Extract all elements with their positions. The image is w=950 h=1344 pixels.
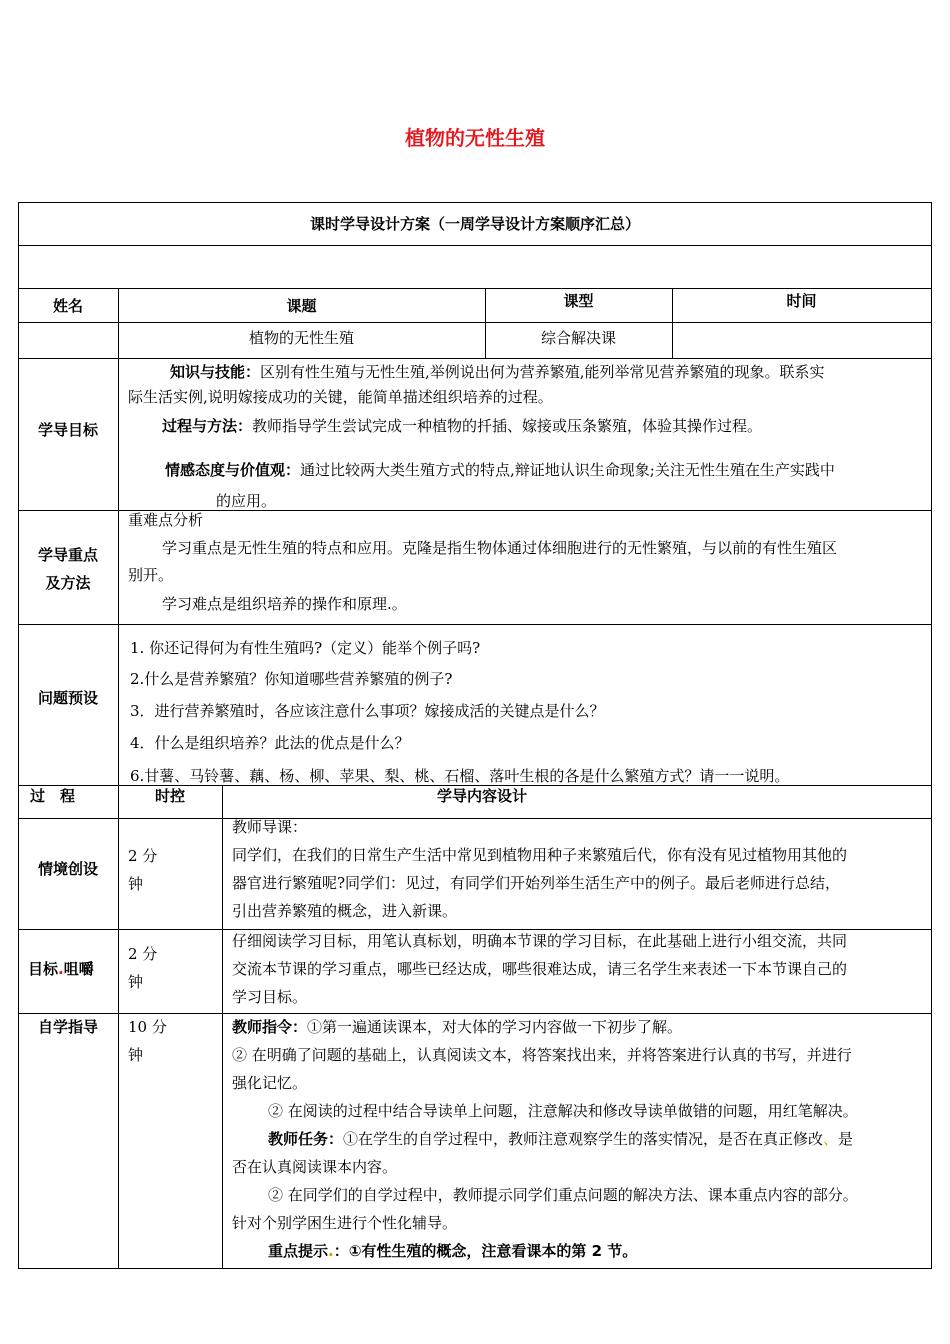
emotion-line-2: 的应用。 <box>216 492 277 510</box>
key-tip-dot: . <box>328 1242 334 1260</box>
emotion-label: 情感态度与价值观： <box>165 461 301 479</box>
question-item: 1. 你还记得何为有性生殖吗?（定义）能举个例子吗? <box>130 639 481 657</box>
question-item: 2.什么是营养繁殖？你知道哪些营养繁殖的例子? <box>130 670 453 688</box>
stage-goal-chew-b: 咀嚼 <box>63 960 94 978</box>
self-study-line: ② 在明确了问题的基础上，认真阅读文本，将答案找出来，并将答案进行认真的书写，并进行 <box>232 1046 852 1064</box>
focus-heading: 重难点分析 <box>128 511 204 529</box>
scenario-line: 教师导课： <box>232 818 308 836</box>
goal-chew-time-2: 钟 <box>128 973 144 991</box>
stage-goal-chew-dot: . <box>58 960 64 978</box>
time-col-header: 时控 <box>154 787 185 805</box>
focus-line-3: 学习难点是组织培养的操作和原理.。 <box>162 595 407 613</box>
page-title: 植物的无性生殖 <box>405 126 545 150</box>
questions-label: 问题预设 <box>37 689 98 707</box>
focus-label-1: 学导重点 <box>37 546 98 564</box>
self-study-line: 针对个别学困生进行个性化辅导。 <box>232 1214 458 1232</box>
self-study-time-1: 10 分 <box>128 1018 167 1036</box>
focus-label-2: 及方法 <box>45 574 91 592</box>
stage-goal-chew <box>28 955 94 983</box>
knowledge-line-2: 际生活实例,说明嫁接成功的关键，能简单描述组织培养的过程。 <box>128 388 553 406</box>
col-name: 姓名 <box>52 297 83 315</box>
knowledge-text: 区别有性生殖与无性生殖,举例说出何为营养繁殖,能列举常见营养繁殖的现象。联系实 <box>260 363 825 381</box>
col-time: 时间 <box>786 292 817 310</box>
stage-goal-chew-a: 目标 <box>28 960 59 978</box>
col-topic: 课题 <box>286 297 317 315</box>
scenario-line: 器官进行繁殖呢?同学们：见过，有同学们开始列举生活生产中的例子。最后老师进行总结， <box>232 874 841 892</box>
goals-label: 学导目标 <box>37 421 98 439</box>
plan-header: 课时学导设计方案（一周学导设计方案顺序汇总） <box>309 215 640 233</box>
scenario-time-1: 2 分 <box>128 847 158 865</box>
teacher-task-text-end: 是 <box>838 1130 854 1148</box>
scenario-time-2: 钟 <box>128 875 144 893</box>
stage-scenario: 情境创设 <box>37 860 98 878</box>
key-tip-line <box>268 1237 637 1265</box>
question-item: 3．进行营养繁殖时，各应该注意什么事项？嫁接成活的关键点是什么？ <box>130 702 605 720</box>
self-study-line: ② 在同学们的自学过程中，教师提示同学们重点问题的解决方法、课本重点内容的部分。 <box>268 1186 858 1204</box>
question-item: 6.甘薯、马铃薯、藕、杨、柳、苹果、梨、桃、石榴、落叶生根的各是什么繁殖方式？请一一说明。 <box>130 767 790 785</box>
key-tip-text: ：①有性生殖的概念，注意看课本的第 2 节。 <box>333 1242 638 1260</box>
knowledge-label: 知识与技能： <box>170 363 261 381</box>
process-label: 过程与方法： <box>162 417 253 435</box>
teacher-command-text: ①第一遍通读课本，对大体的学习内容做一下初步了解。 <box>307 1018 683 1036</box>
teacher-task-text: ①在学生的自学过程中，教师注意观察学生的落实情况，是否在真正修改 <box>343 1130 824 1148</box>
goal-chew-line: 仔细阅读学习目标，用笔认真标划，明确本节课的学习目标，在此基础上进行小组交流，共同 <box>232 932 848 950</box>
content-col-header: 学导内容设计 <box>436 787 527 805</box>
col-type: 课型 <box>563 292 594 310</box>
question-item: 4．什么是组织培养？此法的优点是什么？ <box>130 734 410 752</box>
teacher-task-line <box>268 1125 853 1153</box>
info-type-value: 综合解决课 <box>540 329 616 347</box>
process-method-line <box>162 412 762 440</box>
scenario-line: 引出营养繁殖的概念，进入新课。 <box>232 902 458 920</box>
knowledge-line-1 <box>170 358 825 386</box>
teacher-command-line <box>232 1013 682 1041</box>
self-study-line: ② 在阅读的过程中结合导读单上问题，注意解决和修改导读单做错的问题，用红笔解决。 <box>268 1102 858 1120</box>
goal-chew-line: 交流本节课的学习重点，哪些已经达成，哪些很难达成，请三名学生来表述一下本节课自己的 <box>232 960 848 978</box>
scenario-line: 同学们，在我们的日常生产生活中常见到植物用种子来繁殖后代，你有没有见过植物用其他的 <box>232 846 848 864</box>
stage-self-study: 自学指导 <box>37 1018 98 1036</box>
teacher-command-label: 教师指令： <box>232 1018 308 1036</box>
key-tip-label: 重点提示 <box>268 1242 329 1260</box>
self-study-time-2: 钟 <box>128 1046 144 1064</box>
self-study-line: 否在认真阅读课本内容。 <box>232 1158 398 1176</box>
focus-line-1: 学习重点是无性生殖的特点和应用。克隆是指生物体通过体细胞进行的无性繁殖，与以前的有性生殖区 <box>162 539 838 557</box>
emotion-text: 通过比较两大类生殖方式的特点,辩证地认识生命现象;关注无性生殖在生产实践中 <box>300 461 835 479</box>
teacher-task-label: 教师任务： <box>268 1130 344 1148</box>
teacher-task-mark: 、 <box>823 1130 839 1148</box>
emotion-line-1 <box>165 456 835 484</box>
self-study-line: 强化记忆。 <box>232 1074 308 1092</box>
process-col-header: 过 程 <box>30 787 76 805</box>
focus-line-2: 别开。 <box>128 566 174 584</box>
goal-chew-line: 学习目标。 <box>232 988 308 1006</box>
process-text: 教师指导学生尝试完成一种植物的扦插、嫁接或压条繁殖，体验其操作过程。 <box>252 417 763 435</box>
info-topic-value: 植物的无性生殖 <box>248 329 354 347</box>
goal-chew-time-1: 2 分 <box>128 945 158 963</box>
